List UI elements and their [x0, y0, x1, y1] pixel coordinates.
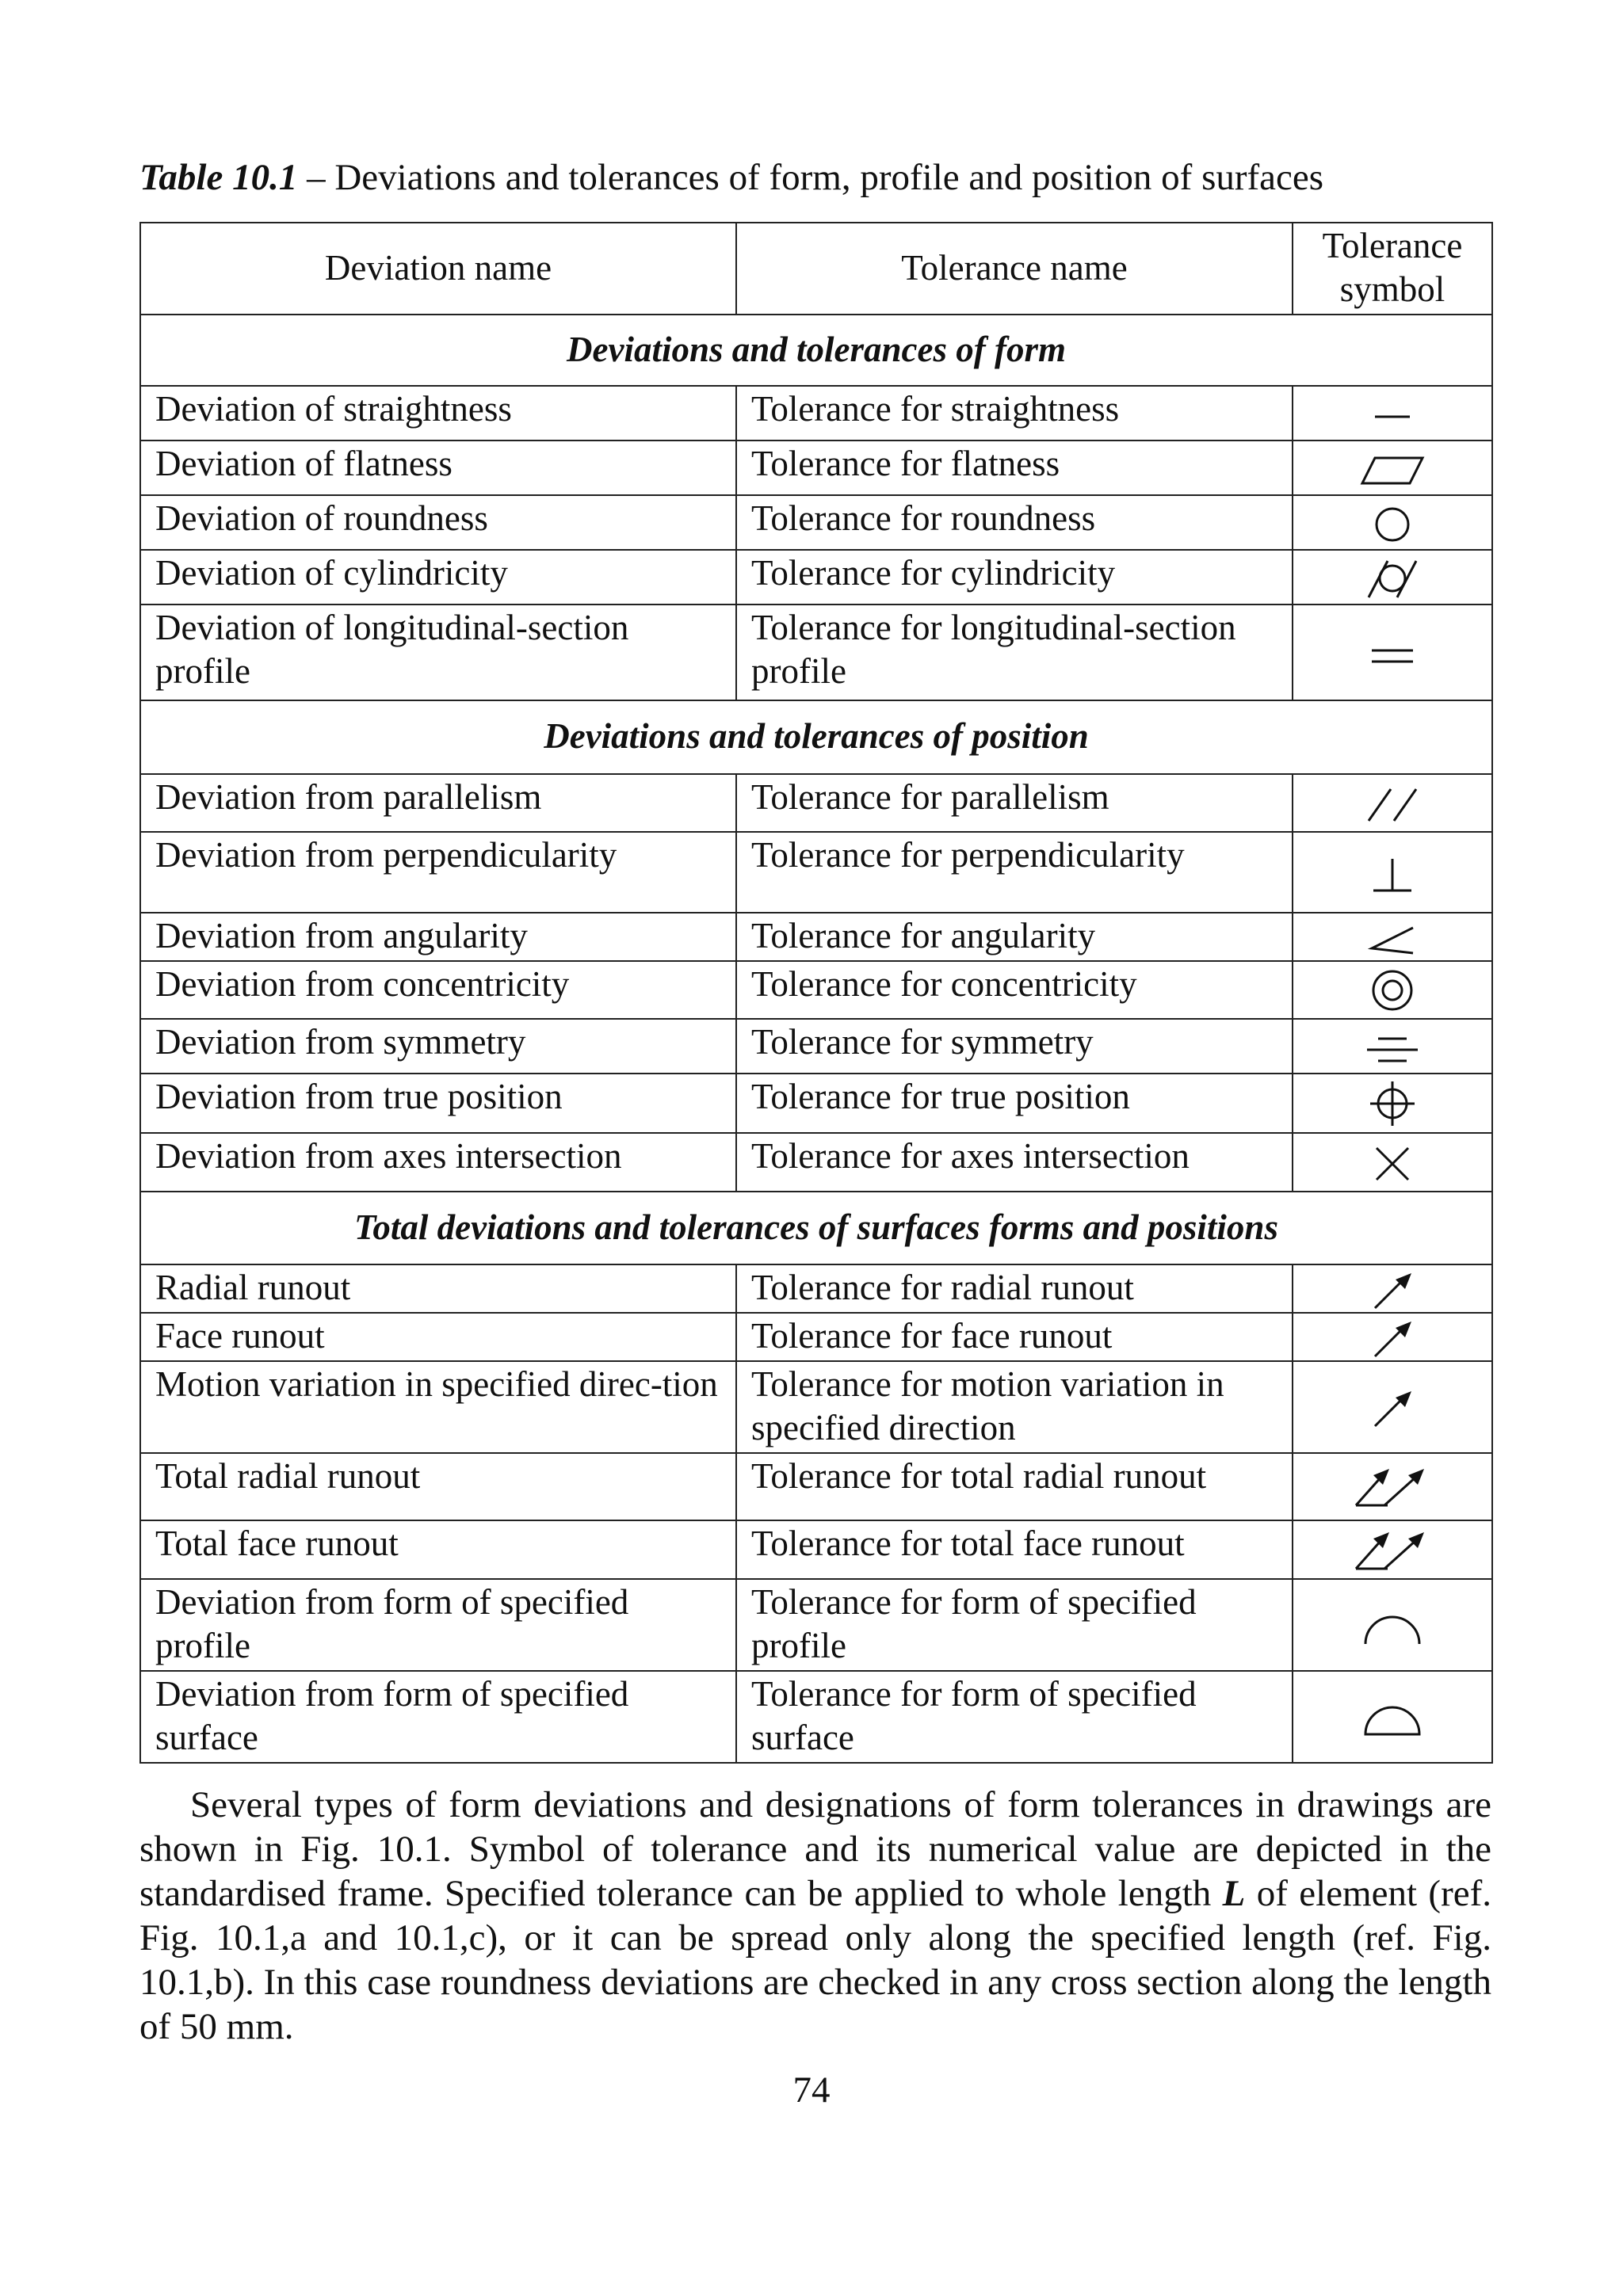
deviation-cell: Deviation of cylindricity	[140, 550, 736, 605]
deviation-cell: Total face runout	[140, 1520, 736, 1579]
table-caption	[139, 155, 1323, 200]
tolerance-cell: Tolerance for parallelism	[736, 774, 1293, 832]
symbol-cell	[1293, 386, 1492, 441]
section-title-form: Deviations and tolerances of form	[140, 315, 1492, 386]
tolerance-cell: Tolerance for flatness	[736, 441, 1293, 495]
table-row	[140, 441, 1492, 495]
table-row	[140, 605, 1492, 700]
runout-arrow-icon	[1370, 1390, 1415, 1429]
table-row	[140, 1074, 1492, 1133]
deviation-cell: Deviation of straightness	[140, 386, 736, 441]
deviation-cell: Total radial runout	[140, 1453, 736, 1520]
symbol-cell	[1293, 1361, 1492, 1453]
tolerance-cell: Tolerance for form of specified profile	[736, 1579, 1293, 1671]
symbol-cell	[1293, 1520, 1492, 1579]
deviation-cell: Deviation of longitudinal-section profile	[140, 605, 736, 700]
true-position-icon	[1365, 1078, 1419, 1129]
table-row	[140, 913, 1492, 961]
cylindricity-icon	[1361, 556, 1424, 601]
parallelism-icon	[1364, 784, 1421, 826]
symbol-cell	[1293, 1453, 1492, 1520]
concentricity-icon	[1369, 967, 1416, 1014]
tolerance-table	[139, 222, 1493, 1764]
table-row	[140, 495, 1492, 550]
tolerance-cell: Tolerance for true position	[736, 1074, 1293, 1133]
deviation-cell: Deviation from form of specified profile	[140, 1579, 736, 1671]
symbol-cell	[1293, 441, 1492, 495]
deviation-cell: Deviation from form of specified surface	[140, 1671, 736, 1763]
symbol-cell	[1293, 550, 1492, 605]
deviation-cell: Deviation from perpendicularity	[140, 832, 736, 913]
runout-arrow-icon	[1370, 1272, 1415, 1311]
deviation-cell: Deviation of roundness	[140, 495, 736, 550]
section-title-total: Total deviations and tolerances of surfaces forms and positions	[140, 1192, 1492, 1264]
table-header-row	[140, 223, 1492, 315]
tolerance-cell: Tolerance for motion variation in specified direction	[736, 1361, 1293, 1453]
total-runout-icon	[1353, 1529, 1432, 1573]
deviation-cell: Deviation from symmetry	[140, 1019, 736, 1074]
table-row	[140, 1361, 1492, 1453]
longitudinal-section-icon	[1367, 640, 1418, 672]
symbol-cell	[1293, 1264, 1492, 1313]
table-row	[140, 1264, 1492, 1313]
tolerance-cell: Tolerance for total face runout	[736, 1520, 1293, 1579]
symbol-cell	[1293, 1579, 1492, 1671]
deviation-cell: Face runout	[140, 1313, 736, 1361]
tolerance-cell: Tolerance for radial runout	[736, 1264, 1293, 1313]
table-row	[140, 774, 1492, 832]
symbol-cell	[1293, 1671, 1492, 1763]
deviation-cell: Deviation from axes intersection	[140, 1133, 736, 1192]
table-row	[140, 550, 1492, 605]
section-title-position: Deviations and tolerances of position	[140, 700, 1492, 774]
table-row	[140, 1313, 1492, 1361]
symbol-cell	[1293, 605, 1492, 700]
symbol-cell	[1293, 913, 1492, 961]
flatness-icon	[1359, 452, 1426, 490]
deviation-cell: Deviation from true position	[140, 1074, 736, 1133]
header-tolerance-name: Tolerance name	[736, 223, 1293, 315]
symbol-cell	[1293, 774, 1492, 832]
section-row-total	[140, 1192, 1492, 1264]
symbol-cell	[1293, 1074, 1492, 1133]
header-symbol-line2: symbol	[1339, 269, 1445, 309]
total-runout-icon	[1353, 1466, 1432, 1510]
symbol-cell	[1293, 1313, 1492, 1361]
tolerance-cell: Tolerance for face runout	[736, 1313, 1293, 1361]
symbol-cell	[1293, 495, 1492, 550]
deviation-cell: Motion variation in specified direc-tion	[140, 1361, 736, 1453]
header-symbol-line1: Tolerance	[1322, 226, 1463, 265]
angularity-icon	[1365, 923, 1419, 958]
deviation-cell: Deviation of flatness	[140, 441, 736, 495]
runout-arrow-icon	[1370, 1320, 1415, 1360]
deviation-cell: Deviation from concentricity	[140, 961, 736, 1019]
header-deviation-name: Deviation name	[140, 223, 736, 315]
section-row-position	[140, 700, 1492, 774]
symbol-cell	[1293, 1133, 1492, 1192]
table-row	[140, 1671, 1492, 1763]
table-row	[140, 1520, 1492, 1579]
deviation-cell: Radial runout	[140, 1264, 736, 1313]
tolerance-cell: Tolerance for axes intersection	[736, 1133, 1293, 1192]
tolerance-cell: Tolerance for total radial runout	[736, 1453, 1293, 1520]
perpendicularity-icon	[1367, 854, 1418, 895]
tolerance-cell: Tolerance for concentricity	[736, 961, 1293, 1019]
straightness-icon	[1369, 401, 1416, 433]
table-row	[140, 1453, 1492, 1520]
table-caption-label: Table 10.1	[139, 157, 298, 198]
tolerance-cell: Tolerance for symmetry	[736, 1019, 1293, 1074]
tolerance-cell: Tolerance for straightness	[736, 386, 1293, 441]
symbol-cell	[1293, 832, 1492, 913]
axes-intersection-icon	[1370, 1142, 1415, 1186]
tolerance-cell: Tolerance for form of specified surface	[736, 1671, 1293, 1763]
body-paragraph	[139, 1783, 1491, 2049]
symmetry-icon	[1364, 1032, 1421, 1067]
table-row	[140, 1133, 1492, 1192]
page-number: 74	[792, 2069, 831, 2111]
table-row	[140, 1579, 1492, 1671]
header-tolerance-symbol	[1293, 223, 1492, 315]
table-row	[140, 832, 1492, 913]
tolerance-cell: Tolerance for roundness	[736, 495, 1293, 550]
table-row	[140, 1019, 1492, 1074]
symbol-cell	[1293, 961, 1492, 1019]
tolerance-cell: Tolerance for longitudinal-section profile	[736, 605, 1293, 700]
tolerance-cell: Tolerance for perpendicularity	[736, 832, 1293, 913]
paragraph-text-part2: of element (ref. Fig. 10.1,a and 10.1,c), or it can be spread only along the specified length (ref. Fig. 10.1,b). In this case roundness deviations are checked in any cross section along the length of 50 mm.	[139, 1873, 1491, 2047]
table-caption-text: – Deviations and tolerances of form, profile and position of surfaces	[297, 157, 1324, 198]
surface-dome-icon	[1361, 1701, 1424, 1739]
deviation-cell: Deviation from parallelism	[140, 774, 736, 832]
profile-arc-icon	[1361, 1609, 1424, 1647]
symbol-cell	[1293, 1019, 1492, 1074]
section-row-form	[140, 315, 1492, 386]
deviation-cell: Deviation from angularity	[140, 913, 736, 961]
table-row	[140, 386, 1492, 441]
paragraph-text-part1: Several types of form deviations and designations of form tolerances in drawings are shown in Fig. 10.1. Symbol of tolerance and its numerical value are depicted in the standardised frame. Specified tolerance can be applied to whole length	[139, 1784, 1491, 1914]
roundness-icon	[1372, 504, 1413, 545]
length-variable: L	[1222, 1873, 1246, 1914]
tolerance-cell: Tolerance for cylindricity	[736, 550, 1293, 605]
tolerance-cell: Tolerance for angularity	[736, 913, 1293, 961]
table-row	[140, 961, 1492, 1019]
